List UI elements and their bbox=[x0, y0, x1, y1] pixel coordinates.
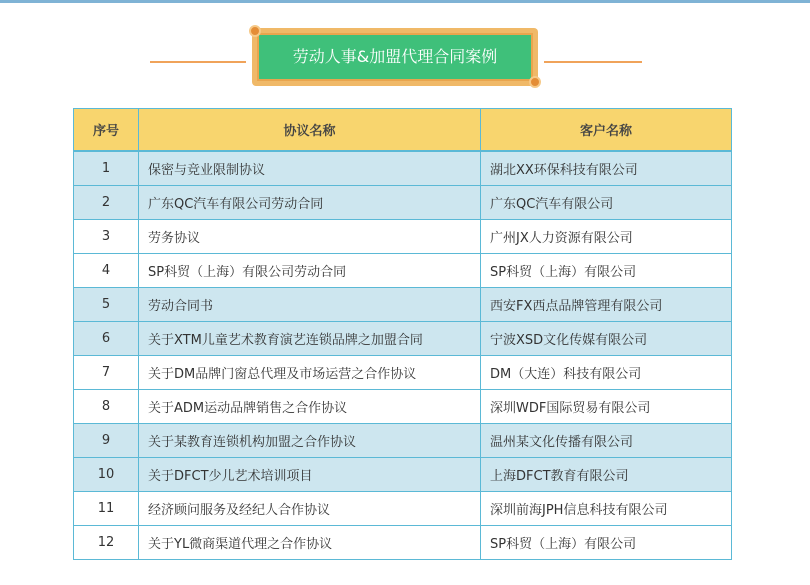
table-row bbox=[74, 220, 732, 254]
client-name: 温州某文化传播有限公司 bbox=[481, 424, 732, 458]
row-number: 11 bbox=[74, 492, 139, 526]
agreement-name: 关于某教育连锁机构加盟之合作协议 bbox=[139, 424, 481, 458]
agreement-name: 经济顾问服务及经纪人合作协议 bbox=[139, 492, 481, 526]
agreement-name: 保密与竞业限制协议 bbox=[139, 151, 481, 186]
agreement-name: 广东QC汽车有限公司劳动合同 bbox=[139, 186, 481, 220]
agreement-name: 关于YL微商渠道代理之合作协议 bbox=[139, 526, 481, 560]
agreement-name: 劳动合同书 bbox=[139, 288, 481, 322]
row-number: 2 bbox=[74, 186, 139, 220]
row-number: 1 bbox=[74, 151, 139, 186]
client-name: 深圳前海JPH信息科技有限公司 bbox=[481, 492, 732, 526]
agreement-name: 关于DFCT少儿艺术培训项目 bbox=[139, 458, 481, 492]
table-row bbox=[74, 254, 732, 288]
row-number: 5 bbox=[74, 288, 139, 322]
table-row bbox=[74, 322, 732, 356]
client-name: 深圳WDF国际贸易有限公司 bbox=[481, 390, 732, 424]
table-row bbox=[74, 458, 732, 492]
title-divider-left bbox=[150, 61, 246, 63]
table-row bbox=[74, 526, 732, 560]
row-number: 8 bbox=[74, 390, 139, 424]
agreement-name: 关于XTM儿童艺术教育演艺连锁品牌之加盟合同 bbox=[139, 322, 481, 356]
agreement-name: 关于ADM运动品牌销售之合作协议 bbox=[139, 390, 481, 424]
table-row bbox=[74, 492, 732, 526]
client-name: 宁波XSD文化传媒有限公司 bbox=[481, 322, 732, 356]
row-number: 10 bbox=[74, 458, 139, 492]
case-table bbox=[73, 108, 732, 560]
table-row bbox=[74, 356, 732, 390]
table-header-row bbox=[74, 109, 732, 152]
table-row bbox=[74, 424, 732, 458]
table-row bbox=[74, 288, 732, 322]
client-name: 西安FX西点品牌管理有限公司 bbox=[481, 288, 732, 322]
row-number: 7 bbox=[74, 356, 139, 390]
title-divider-right bbox=[544, 61, 642, 63]
client-name: SP科贸（上海）有限公司 bbox=[481, 254, 732, 288]
title-banner bbox=[249, 25, 541, 88]
client-name: DM（大连）科技有限公司 bbox=[481, 356, 732, 390]
client-name: 广东QC汽车有限公司 bbox=[481, 186, 732, 220]
row-number: 12 bbox=[74, 526, 139, 560]
row-number: 6 bbox=[74, 322, 139, 356]
table-row bbox=[74, 186, 732, 220]
client-name: 湖北XX环保科技有限公司 bbox=[481, 151, 732, 186]
column-header-agreement: 协议名称 bbox=[139, 109, 481, 152]
client-name: 上海DFCT教育有限公司 bbox=[481, 458, 732, 492]
page-title: 劳动人事&加盟代理合同案例 bbox=[292, 47, 498, 66]
column-header-client: 客户名称 bbox=[481, 109, 732, 152]
row-number: 9 bbox=[74, 424, 139, 458]
client-name: 广州JX人力资源有限公司 bbox=[481, 220, 732, 254]
agreement-name: 劳务协议 bbox=[139, 220, 481, 254]
client-name: SP科贸（上海）有限公司 bbox=[481, 526, 732, 560]
top-border bbox=[0, 0, 810, 3]
table-row bbox=[74, 390, 732, 424]
row-number: 4 bbox=[74, 254, 139, 288]
row-number: 3 bbox=[74, 220, 139, 254]
table-row bbox=[74, 151, 732, 186]
agreement-name: SP科贸（上海）有限公司劳动合同 bbox=[139, 254, 481, 288]
agreement-name: 关于DM品牌门窗总代理及市场运营之合作协议 bbox=[139, 356, 481, 390]
column-header-number: 序号 bbox=[74, 109, 139, 152]
